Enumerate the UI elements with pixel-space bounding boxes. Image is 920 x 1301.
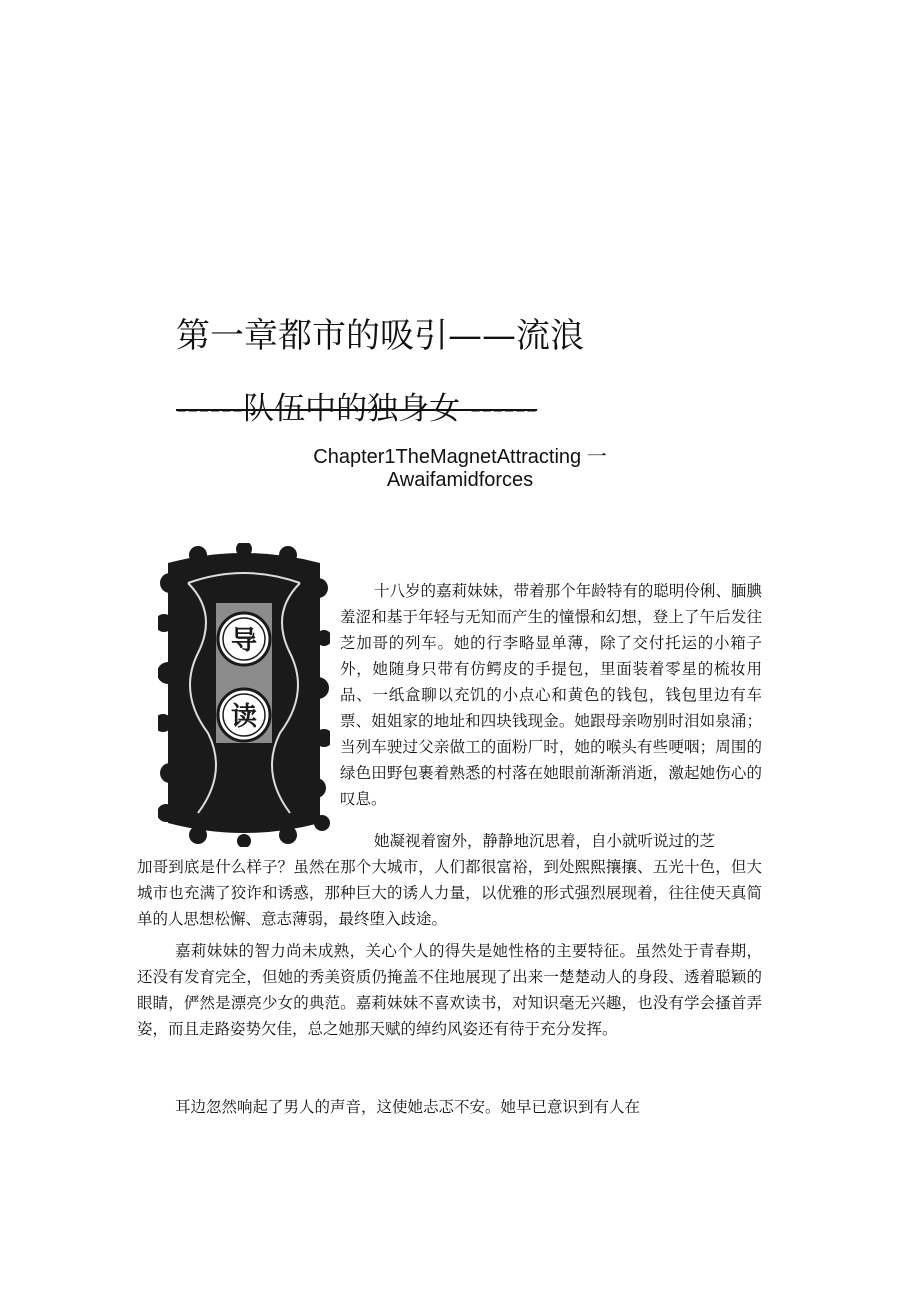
chapter-subtitle: ------队伍中的独身女 ------ [176,391,538,427]
chapter-title: 第一章都市的吸引——流浪 [176,316,584,356]
illustration-label-top: 导 [230,626,258,656]
paragraph-3: 嘉莉妹妹的智力尚未成熟，关心个人的得失是她性格的主要特征。虽然处于青春期，还没有发育完全，但她的秀美资质仍掩盖不住地展现了出来一楚楚动人的身段、透着聪颖的眼睛，俨然是漂亮少女的典范。嘉莉妹妹不喜欢读书，对知识毫无兴趣，也没有学会搔首弄姿，而且走路姿势欠佳，总之她那天赋的绰约风姿还有待于充分发挥。 [137,942,762,1038]
silhouette-ornament-icon [158,543,330,847]
paragraph-2-first-line: 她凝视着窗外，静静地沉思着，自小就听说过的芝 [374,832,716,850]
reading-guide-illustration [158,543,330,847]
paragraph-2-continued: 加哥到底是什么样子？虽然在那个大城市，人们都很富裕，到处熙熙攘攘、五光十色，但大城市也充满了狡诈和诱惑，那种巨大的诱人力量，以优雅的形式强烈展现着，往往使天真简单的人思想松懈、意志薄弱，最终堕入歧途。 [137,858,762,928]
english-title-line-2: Awaifamidforces [386,469,534,491]
illustration-label-bottom: 读 [230,702,258,732]
paragraph-4: 耳边忽然响起了男人的声音，这使她忐忑不安。她早已意识到有人在 [175,1098,641,1116]
english-title-line-1: Chapter1TheMagnetAttracting 一 [313,446,607,468]
paragraph-1: 十八岁的嘉莉妹妹，带着那个年龄特有的聪明伶俐、腼腆羞涩和基于年轻与无知而产生的憧憬和幻想，登上了午后发往芝加哥的列车。她的行李略显单薄，除了交付托运的小箱子外，她随身只带有仿鳄皮的手提包，里面装着零星的梳妆用品、一纸盒聊以充饥的小点心和黄色的钱包，钱包里边有车票、姐姐家的地址和四块钱现金。她跟母亲吻别时泪如泉涌；当列车驶过父亲做工的面粉厂时，她的喉头有些哽咽；周围的绿色田野包裹着熟悉的村落在她眼前渐渐消逝，激起她伤心的叹息。 [340,582,762,808]
